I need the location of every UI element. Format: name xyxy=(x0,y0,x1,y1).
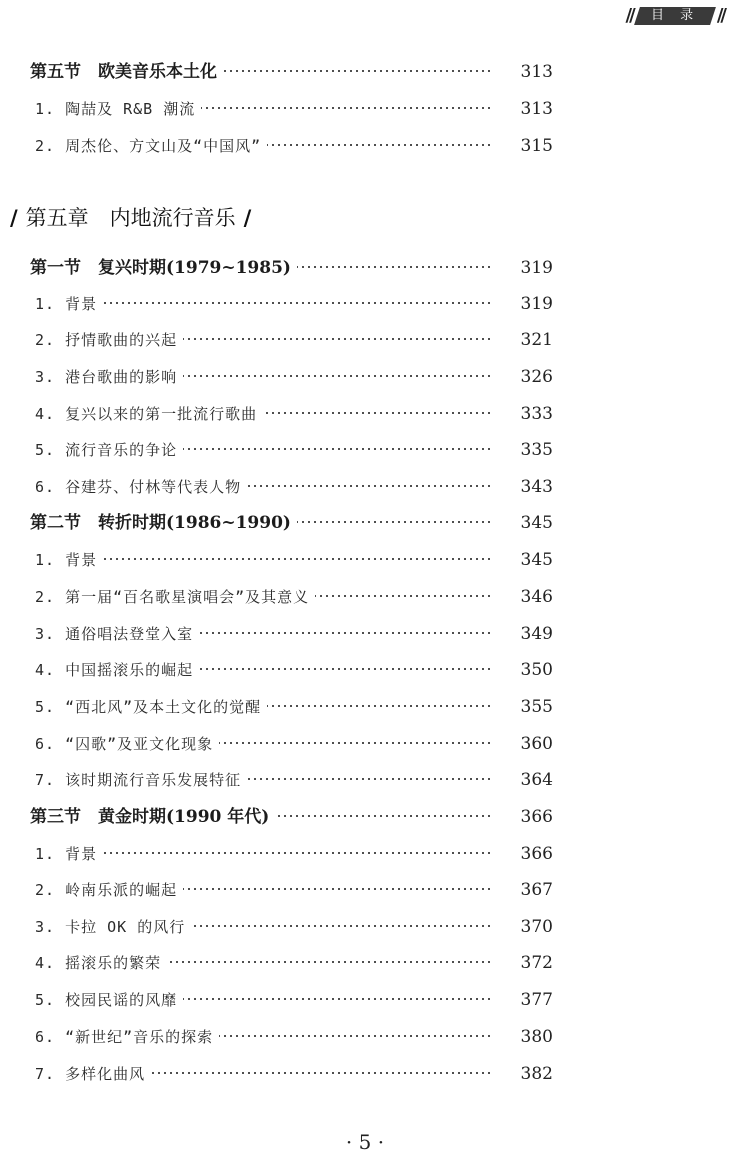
toc-header-label: 目 录 xyxy=(650,8,699,23)
dot-leader xyxy=(103,298,492,308)
toc-entry-title: 3. 卡拉 OK 的风行 xyxy=(35,909,191,945)
toc-item-row[interactable] xyxy=(0,872,730,908)
toc-section-row[interactable] xyxy=(0,505,730,541)
toc-item-row[interactable] xyxy=(0,128,730,164)
toc-entry-title: 2. 抒情歌曲的兴起 xyxy=(35,322,183,358)
dot-leader xyxy=(183,444,492,454)
toc-item-row[interactable] xyxy=(0,432,730,468)
toc-page-number: 343 xyxy=(520,477,553,497)
slash-left-decoration: / xyxy=(10,206,18,230)
toc-page-number: 315 xyxy=(520,136,553,156)
chapter-title: 第五章 内地流行音乐 xyxy=(25,206,236,230)
toc-page-number: 366 xyxy=(520,844,553,864)
toc-page-number: 367 xyxy=(520,880,553,900)
toc-item-row[interactable] xyxy=(0,579,730,615)
dot-leader xyxy=(191,921,492,931)
toc-section-row[interactable] xyxy=(0,799,730,835)
toc-entry-title: 6. “囚歌”及亚文化现象 xyxy=(35,726,219,762)
toc-page-number: 382 xyxy=(520,1064,553,1084)
toc-item-row[interactable] xyxy=(0,836,730,872)
toc-entry-title: 1. 背景 xyxy=(35,286,103,322)
toc-item-row[interactable] xyxy=(0,286,730,322)
dot-leader xyxy=(263,408,492,418)
toc-item-row[interactable] xyxy=(0,91,730,127)
toc-entry-title: 2. 周杰伦、方文山及“中国风” xyxy=(35,128,267,164)
toc-item-row[interactable] xyxy=(0,945,730,981)
toc-item-row[interactable] xyxy=(0,469,730,505)
toc-page-number: 335 xyxy=(520,440,553,460)
dot-leader xyxy=(199,628,492,638)
dot-leader xyxy=(247,774,492,784)
dot-leader xyxy=(315,591,492,601)
toc-item-row[interactable] xyxy=(0,322,730,358)
dot-leader xyxy=(199,664,492,674)
toc-page-number: 372 xyxy=(520,953,553,973)
toc-page-number: 319 xyxy=(520,294,553,314)
slash-decoration-left: // xyxy=(625,5,633,26)
toc-header-tag xyxy=(626,6,724,26)
toc-entry-title: 7. 多样化曲风 xyxy=(35,1056,151,1092)
toc-page-number: 321 xyxy=(520,330,553,350)
toc-entry-title: 第一节 复兴时期(1979~1985) xyxy=(30,250,297,286)
toc-item-row[interactable] xyxy=(0,652,730,688)
dot-leader xyxy=(267,701,492,711)
toc-page-number: 345 xyxy=(520,513,553,533)
toc-entry-title: 6. 谷建芬、付林等代表人物 xyxy=(35,469,247,505)
toc-entry-title: 第五节 欧美音乐本土化 xyxy=(30,54,223,90)
dot-leader xyxy=(247,481,492,491)
toc-entry-title: 6. “新世纪”音乐的探索 xyxy=(35,1019,219,1055)
toc-item-row[interactable] xyxy=(0,542,730,578)
dot-leader xyxy=(267,140,492,150)
toc-item-row[interactable] xyxy=(0,909,730,945)
dot-leader xyxy=(151,1068,492,1078)
toc-section-row[interactable] xyxy=(0,250,730,286)
toc-page-number: 333 xyxy=(520,404,553,424)
toc-page-number: 366 xyxy=(520,807,553,827)
dot-leader xyxy=(297,262,492,272)
dot-leader xyxy=(103,848,492,858)
toc-entry-title: 3. 港台歌曲的影响 xyxy=(35,359,183,395)
toc-page-number: 346 xyxy=(520,587,553,607)
toc-item-row[interactable] xyxy=(0,762,730,798)
toc-item-row[interactable] xyxy=(0,982,730,1018)
toc-page-number: 319 xyxy=(520,258,553,278)
toc-page-number: 350 xyxy=(520,660,553,680)
toc-page-number: 380 xyxy=(520,1027,553,1047)
slash-right-decoration: / xyxy=(243,206,252,230)
toc-entry-title: 5. 校园民谣的风靡 xyxy=(35,982,183,1018)
dot-leader xyxy=(275,811,492,821)
toc-entry-title: 4. 摇滚乐的繁荣 xyxy=(35,945,167,981)
dot-leader xyxy=(183,371,492,381)
toc-entry-title: 3. 通俗唱法登堂入室 xyxy=(35,616,199,652)
dot-leader xyxy=(219,738,492,748)
dot-leader xyxy=(103,554,492,564)
dot-leader xyxy=(167,957,492,967)
toc-page-number: 349 xyxy=(520,624,553,644)
toc-item-row[interactable] xyxy=(0,1019,730,1055)
toc-entry-title: 4. 复兴以来的第一批流行歌曲 xyxy=(35,396,263,432)
toc-page-number: 313 xyxy=(520,99,553,119)
toc-item-row[interactable] xyxy=(0,689,730,725)
toc-entry-title: 5. “西北风”及本土文化的觉醒 xyxy=(35,689,267,725)
toc-page-number: 364 xyxy=(520,770,553,790)
toc-entry-title: 第二节 转折时期(1986~1990) xyxy=(30,505,297,541)
toc-entry-title: 2. 岭南乐派的崛起 xyxy=(35,872,183,908)
toc-header-label-box xyxy=(634,7,716,25)
toc-entry-title: 5. 流行音乐的争论 xyxy=(35,432,183,468)
toc-page-number: 355 xyxy=(520,697,553,717)
toc-item-row[interactable] xyxy=(0,396,730,432)
toc-page-number: 370 xyxy=(520,917,553,937)
toc-entry-title: 7. 该时期流行音乐发展特征 xyxy=(35,762,247,798)
toc-item-row[interactable] xyxy=(0,1056,730,1092)
toc-page-number: 360 xyxy=(520,734,553,754)
toc-section-row[interactable] xyxy=(0,54,730,90)
dot-leader xyxy=(219,1031,492,1041)
toc-page-number: 377 xyxy=(520,990,553,1010)
toc-item-row[interactable] xyxy=(0,616,730,652)
toc-page-number: 313 xyxy=(520,62,553,82)
toc-item-row[interactable] xyxy=(0,359,730,395)
toc-entry-title: 1. 背景 xyxy=(35,836,103,872)
toc-entry-title: 1. 背景 xyxy=(35,542,103,578)
toc-entry-title: 1. 陶喆及 R&B 潮流 xyxy=(35,91,201,127)
toc-page-number: 345 xyxy=(520,550,553,570)
toc-item-row[interactable] xyxy=(0,726,730,762)
toc-entry-title: 2. 第一届“百名歌星演唱会”及其意义 xyxy=(35,579,315,615)
dot-leader xyxy=(183,334,492,344)
slash-decoration-right: // xyxy=(716,5,724,26)
chapter-heading xyxy=(10,200,251,236)
toc-entry-title: 第三节 黄金时期(1990 年代) xyxy=(30,799,275,835)
dot-leader xyxy=(223,66,492,76)
dot-leader xyxy=(183,884,492,894)
dot-leader xyxy=(297,517,492,527)
page-number: · 5 · xyxy=(345,1130,385,1154)
toc-page-number: 326 xyxy=(520,367,553,387)
toc-entry-title: 4. 中国摇滚乐的崛起 xyxy=(35,652,199,688)
dot-leader xyxy=(183,994,492,1004)
dot-leader xyxy=(201,103,492,113)
